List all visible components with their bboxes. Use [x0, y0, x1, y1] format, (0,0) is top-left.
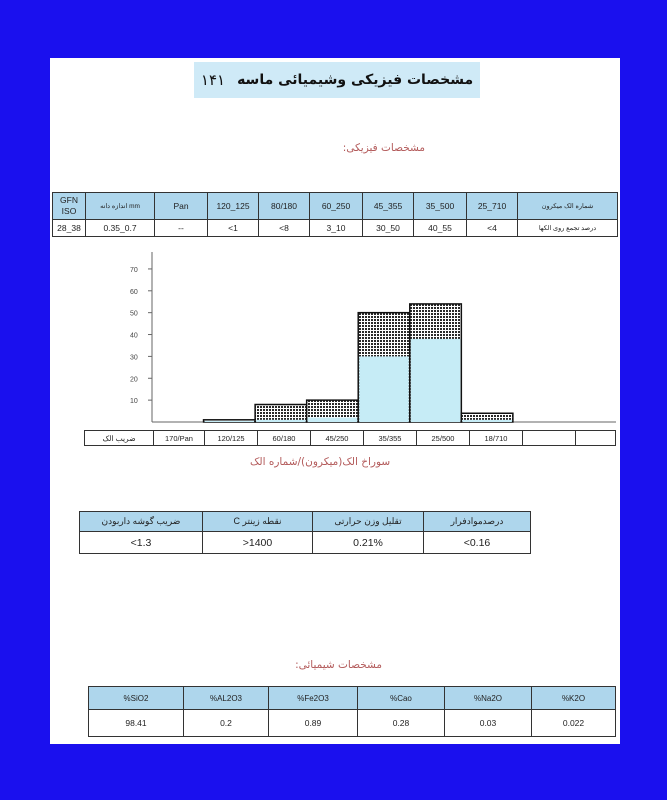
props-header-row	[80, 512, 531, 532]
value-35: 40_55	[414, 220, 467, 237]
physical-heading: مشخصات فیزیکی:	[342, 142, 425, 154]
header-35: 35_500	[414, 193, 467, 220]
value-80: <8	[259, 220, 310, 237]
axis-cat-1: 120/125	[205, 431, 258, 446]
bar-lower-6	[462, 420, 512, 422]
chem-value-na2o: 0.03	[445, 710, 532, 737]
properties-table	[79, 511, 531, 554]
bar-lower-1	[205, 421, 255, 422]
y-tick-label: 30	[130, 354, 138, 362]
value-grain-size: 0.35_0.7	[86, 220, 155, 237]
axis-cat-4: 35/355	[364, 431, 417, 446]
y-tick-label: 60	[130, 288, 138, 296]
y-tick-label: 10	[130, 398, 138, 406]
header-sieve-number: شماره الک میکرون	[518, 193, 618, 220]
axis-cat-3: 45/250	[311, 431, 364, 446]
header-80: 80/180	[259, 193, 310, 220]
axis-cat-0: 170/Pan	[154, 431, 205, 446]
y-tick-label: 20	[130, 376, 138, 384]
props-header-weight-loss: تقلیل وزن حرارتی	[313, 512, 424, 532]
props-value-angularity: <1.3	[80, 532, 203, 554]
bar-lower-2	[256, 420, 306, 422]
axis-cat-6: 18/710	[470, 431, 523, 446]
props-value-row	[80, 532, 531, 554]
header-120: 120_125	[208, 193, 259, 220]
props-header-volatile: درصدموادفرار	[424, 512, 531, 532]
props-header-angularity: ضریب گوشه داربودن	[80, 512, 203, 532]
y-tick-label: 40	[130, 332, 138, 340]
props-value-weight-loss: 0.21%	[313, 532, 424, 554]
axis-cat-8	[576, 431, 616, 446]
value-pan: --	[155, 220, 208, 237]
props-value-volatile: <0.16	[424, 532, 531, 554]
chem-value-al2o3: 0.2	[184, 710, 269, 737]
axis-row	[85, 431, 616, 446]
props-header-sinter: نقطه زینتر C	[203, 512, 313, 532]
value-cumulative-label: درصد تجمع روی الکها	[518, 220, 618, 237]
chem-header-al2o3: %AL2O3	[184, 687, 269, 710]
chem-header-fe2o3: %Fe2O3	[269, 687, 358, 710]
chem-value-sio2: 98.41	[89, 710, 184, 737]
chem-header-row	[89, 687, 616, 710]
axis-cat-7	[523, 431, 576, 446]
chem-header-k2o: %K2O	[532, 687, 616, 710]
value-gfn: 28_38	[53, 220, 86, 237]
axis-row-label: ضریب الک	[85, 431, 154, 446]
header-pan: Pan	[155, 193, 208, 220]
header-25: 25_710	[467, 193, 518, 220]
axis-cat-2: 60/180	[258, 431, 311, 446]
value-45: 30_50	[363, 220, 414, 237]
header-gfn: GFN ISO	[53, 193, 86, 220]
chem-header-na2o: %Na2O	[445, 687, 532, 710]
page-number: ۱۴۱	[200, 71, 226, 89]
bar-lower-3	[308, 418, 358, 422]
chart-axis-table	[84, 430, 616, 446]
page-title: مشخصات فیزیکی وشیمیائی ماسه	[237, 72, 474, 88]
bar-upper-2	[255, 405, 307, 422]
document-page	[50, 58, 620, 744]
chem-value-row	[89, 710, 616, 737]
bar-lower-4	[359, 356, 409, 422]
y-tick-label: 70	[130, 266, 138, 274]
header-grain-size: mm اندازه دانه	[86, 193, 155, 220]
chem-header-cao: %Cao	[358, 687, 445, 710]
chem-value-fe2o3: 0.89	[269, 710, 358, 737]
chart-xlabel: سوراخ الک(میکرون)/شماره الک	[250, 456, 391, 468]
value-25: <4	[467, 220, 518, 237]
bar-lower-5	[411, 339, 461, 422]
y-tick-label: 50	[130, 310, 138, 318]
value-120: <1	[208, 220, 259, 237]
chemical-heading: مشخصات شیمیائی:	[295, 659, 382, 671]
chem-value-k2o: 0.022	[532, 710, 616, 737]
chem-header-sio2: %SiO2	[89, 687, 184, 710]
header-60: 60_250	[310, 193, 363, 220]
axis-cat-5: 25/500	[417, 431, 470, 446]
value-60: 3_10	[310, 220, 363, 237]
histogram-chart	[50, 58, 620, 430]
props-value-sinter: >1400	[203, 532, 313, 554]
header-45: 45_355	[363, 193, 414, 220]
chemical-table	[88, 686, 616, 737]
chem-value-cao: 0.28	[358, 710, 445, 737]
